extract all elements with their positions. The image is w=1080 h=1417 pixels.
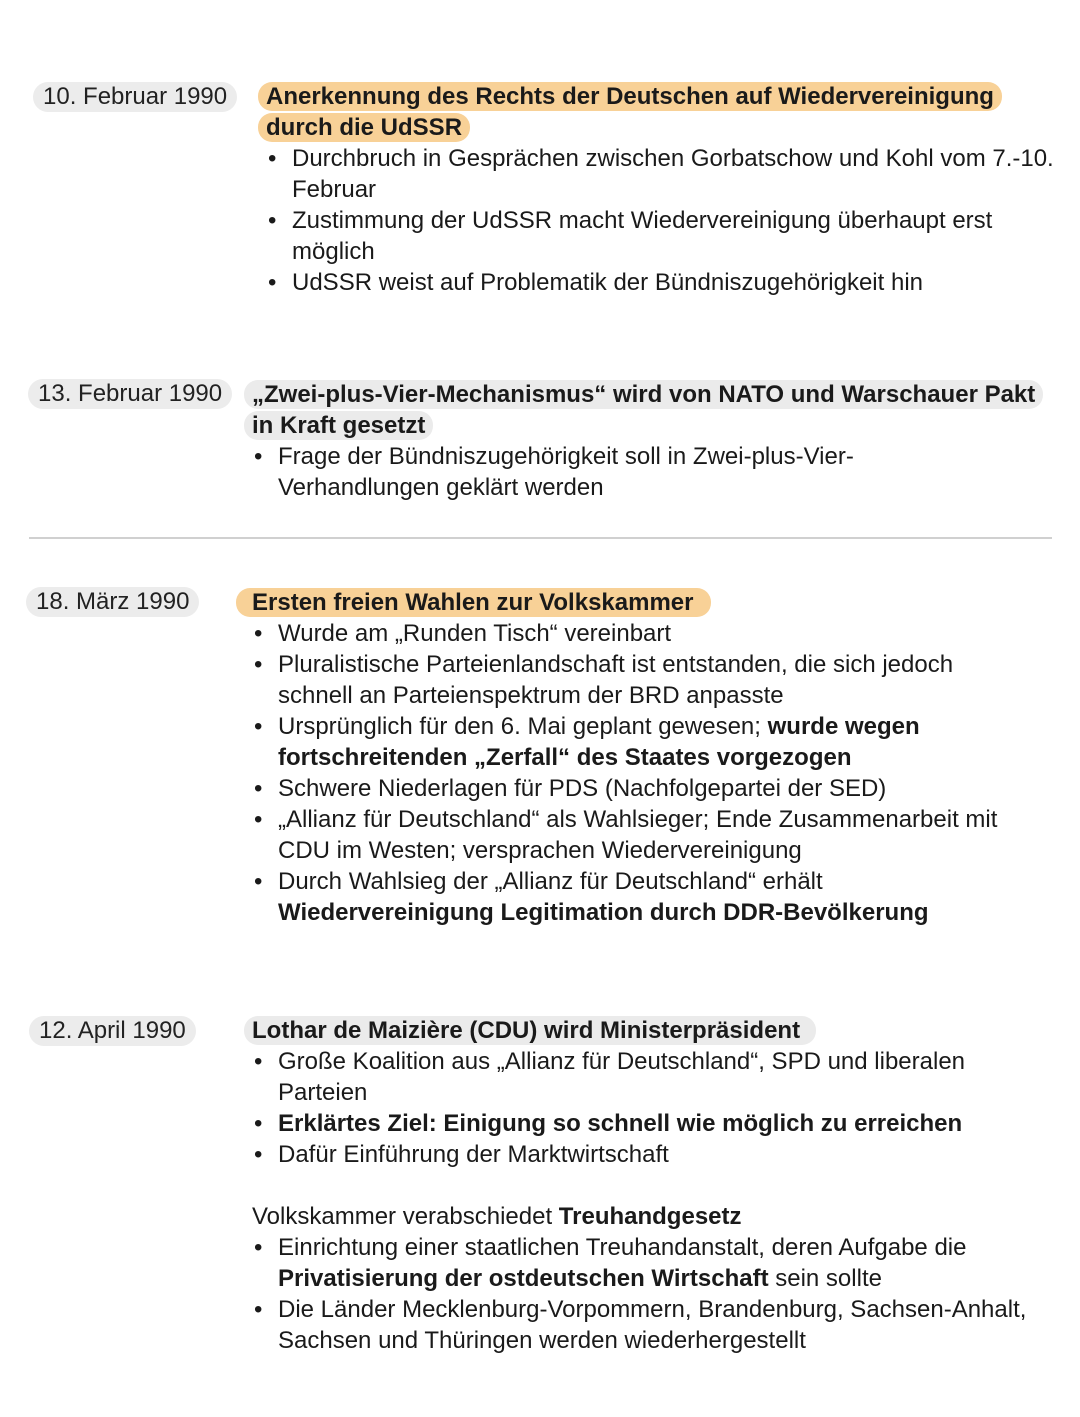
date-label: 18. März 1990 [26,587,199,617]
list-item: • Zustimmung der UdSSR macht Wiedervereinigung überhaupt erst möglich [266,205,1056,267]
list-item: • Durchbruch in Gesprächen zwischen Gorbatschow und Kohl vom 7.-10. Februar [266,143,1056,205]
bullet-list [252,441,912,503]
timeline-entry [244,1015,1044,1356]
entry-title: Ersten freien Wahlen zur Volkskammer [236,588,711,617]
timeline-entry [244,379,1054,503]
date-label: 13. Februar 1990 [28,379,232,409]
list-item: • Dafür Einführung der Marktwirtschaft [252,1139,1032,1170]
list-item: • Durch Wahlsieg der „Allianz für Deutschland“ erhält Wiedervereinigung Legitimation durch DDR-Bevölkerung [252,866,1032,928]
bullet-list [252,618,1032,928]
treuhand-heading: Volkskammer verabschiedet Treuhandgesetz [252,1203,742,1230]
list-item: • Die Länder Mecklenburg-Vorpommern, Brandenburg, Sachsen-Anhalt, Sachsen und Thüringen werden wiederhergestellt [252,1294,1032,1356]
list-item: • Frage der Bündniszugehörigkeit soll in Zwei-plus-Vier-Verhandlungen geklärt werden [252,441,912,503]
date-label: 12. April 1990 [29,1016,196,1046]
list-item: • „Allianz für Deutschland“ als Wahlsieger; Ende Zusammenarbeit mit CDU im Westen; versprachen Wiedervereinigung [252,804,1032,866]
list-item: • Große Koalition aus „Allianz für Deutschland“, SPD und liberalen Parteien [252,1046,1032,1108]
list-item: • Einrichtung einer staatlichen Treuhandanstalt, deren Aufgabe die Privatisierung der ostdeutschen Wirtschaft sein sollte [252,1232,1032,1294]
list-item: • Ursprünglich für den 6. Mai geplant gewesen; wurde wegen fortschreitenden „Zerfall“ des Staates vorgezogen [252,711,1032,773]
list-item: • Pluralistische Parteienlandschaft ist entstanden, die sich jedoch schnell an Parteienspektrum der BRD anpasste [252,649,1032,711]
bullet-list [252,1046,1032,1170]
date-label: 10. Februar 1990 [33,82,237,112]
bullet-list [266,143,1056,298]
entry-title: „Zwei-plus-Vier-Mechanismus“ wird von NATO und Warschauer Pakt in Kraft gesetzt [244,380,1043,440]
list-item: • Erklärtes Ziel: Einigung so schnell wie möglich zu erreichen [252,1108,1032,1139]
timeline-entry [258,81,1058,298]
section-divider [29,537,1052,539]
list-item: • Wurde am „Runden Tisch“ vereinbart [252,618,1032,649]
list-item: • Schwere Niederlagen für PDS (Nachfolgepartei der SED) [252,773,1032,804]
entry-title: Anerkennung des Rechts der Deutschen auf Wiedervereinigung durch die UdSSR [258,82,1002,142]
bullet-list [252,1232,1032,1356]
entry-title: Lothar de Maizière (CDU) wird Ministerpräsident [244,1016,816,1045]
list-item: • UdSSR weist auf Problematik der Bündniszugehörigkeit hin [266,267,1056,298]
timeline-entry [236,587,1036,928]
